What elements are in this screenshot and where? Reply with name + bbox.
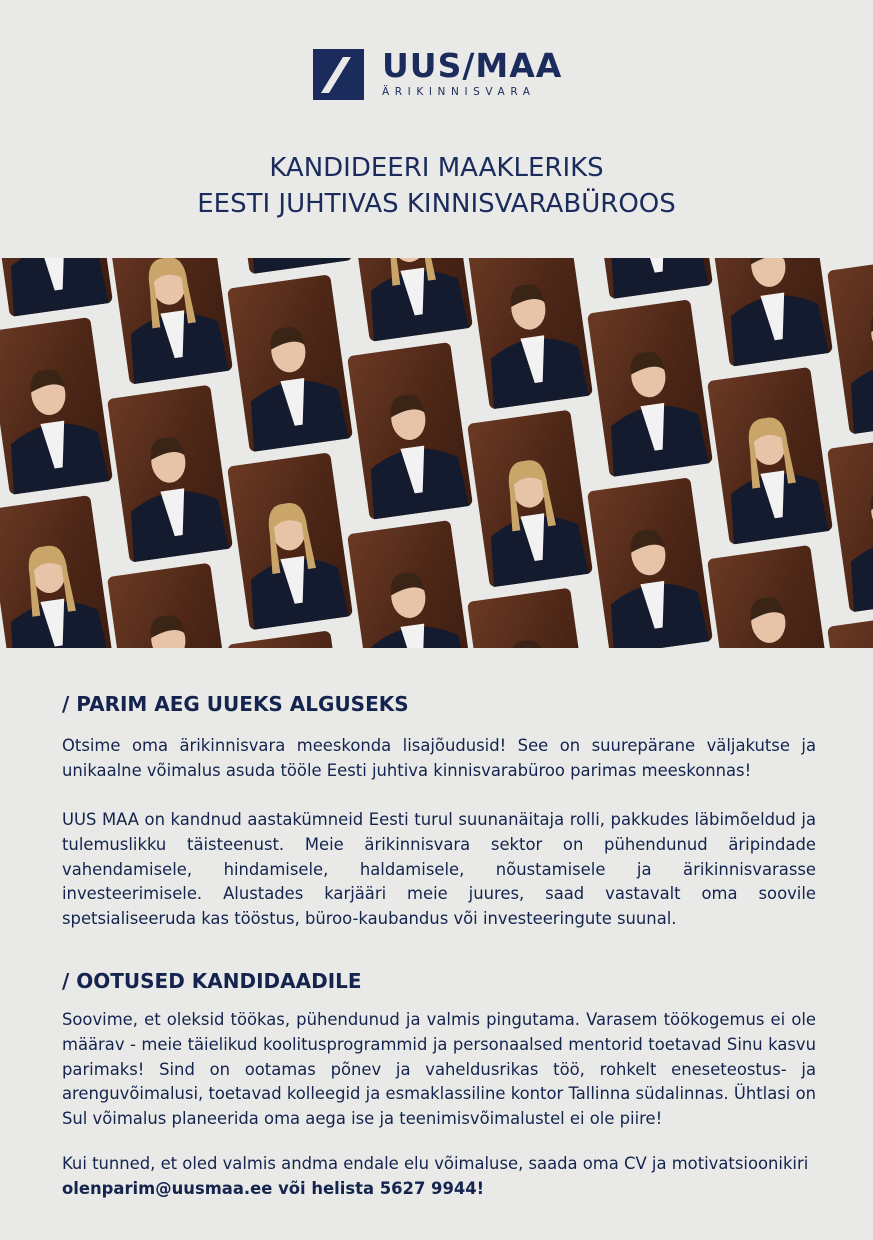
portrait-tile bbox=[587, 299, 713, 477]
portrait-tile bbox=[467, 410, 593, 588]
page-headline bbox=[0, 150, 873, 222]
cta-text: Kui tunned, et oled valmis andma endale elu võimaluse, saada oma CV ja motivatsioonikiri bbox=[62, 1154, 809, 1173]
portrait-tile bbox=[227, 274, 353, 452]
portrait-tile bbox=[227, 452, 353, 630]
portrait-tile bbox=[227, 630, 353, 648]
logo-subtitle: ÄRIKINNISVARA bbox=[382, 86, 536, 98]
portrait-tile bbox=[467, 258, 593, 409]
portrait-tile bbox=[0, 317, 113, 495]
logo-name: UUS/MAA bbox=[382, 46, 563, 85]
headline-line-1: KANDIDEERI MAAKLERIKS bbox=[269, 153, 604, 183]
section-2-paragraph-1: Soovime, et oleksid töökas, pühendunud ja valmis pingutama. Varasem töökogemus ei ole määrav - meie täielikud koolitusprogrammid ja personaalsed mentorid toetavad Sinu kasvu parimaks! Sind on ootamas põnev ja vaheldusrikas töö, rohkelt eneseteostus- ja arenguvõimalusi, toetavad kolleegid ja esmaklassiline kontor Tallinna südalinnas. Ühtlasi on Sul võimalus planeerida oma aega ise ja teenimisvõimalustel ei ole piire! bbox=[62, 1010, 816, 1129]
portrait-tile bbox=[347, 258, 473, 342]
portrait-tile bbox=[347, 520, 473, 648]
team-photo-collage-image bbox=[0, 258, 873, 648]
section-2-cta bbox=[62, 1152, 816, 1202]
portrait-tile bbox=[707, 367, 833, 545]
portrait-tile bbox=[0, 495, 113, 648]
portrait-tile bbox=[0, 258, 113, 317]
portrait-tile bbox=[707, 545, 833, 648]
logo-mark-icon bbox=[313, 49, 364, 100]
portrait-tile bbox=[227, 258, 353, 274]
company-logo bbox=[313, 46, 563, 101]
section-title-new-beginning: / PARIM AEG UUEKS ALGUSEKS bbox=[62, 692, 409, 716]
portrait-tile bbox=[107, 385, 233, 563]
portrait-tile bbox=[467, 588, 593, 648]
headline-line-2: EESTI JUHTIVAS KINNISVARABÜROOS bbox=[197, 189, 676, 219]
section-1-paragraph-1: Otsime oma ärikinnisvara meeskonda lisajõudusid! See on suurepärane väljakutse ja unikaalne võimalus asuda tööle Eesti juhtiva kinnisvarabüroo parimas meeskonnas! bbox=[62, 736, 816, 780]
team-photo-collage bbox=[0, 258, 873, 648]
portrait-tile bbox=[587, 258, 713, 299]
portrait-tile bbox=[707, 258, 833, 367]
section-title-expectations: / OOTUSED KANDIDAADILE bbox=[62, 969, 362, 993]
portrait-tile bbox=[827, 258, 873, 434]
portrait-tile bbox=[827, 613, 873, 648]
section-1-paragraph-2: UUS MAA on kandnud aastakümneid Eesti turul suunanäitaja rolli, pakkudes läbimõeldud ja tulemuslikku täisteenust. Meie ärikinnisvara sektor on pühendunud äripindade vahendamisele, hindamisele, haldamisele, nõustamisele ja ärikinnisvarasse investeerimisele. Alustades karjääri meie juures, saad vastavalt oma soovile spetsialiseeruda kas tööstus, büroo-kaubandus või investeeringute suunal. bbox=[62, 810, 816, 929]
portrait-tile bbox=[347, 342, 473, 520]
portrait-tile bbox=[107, 258, 233, 385]
contact-info: olenparim@uusmaa.ee või helista 5627 9944! bbox=[62, 1178, 485, 1198]
portrait-tile bbox=[587, 477, 713, 648]
portrait-tile bbox=[827, 435, 873, 613]
portrait-tile bbox=[107, 563, 233, 648]
